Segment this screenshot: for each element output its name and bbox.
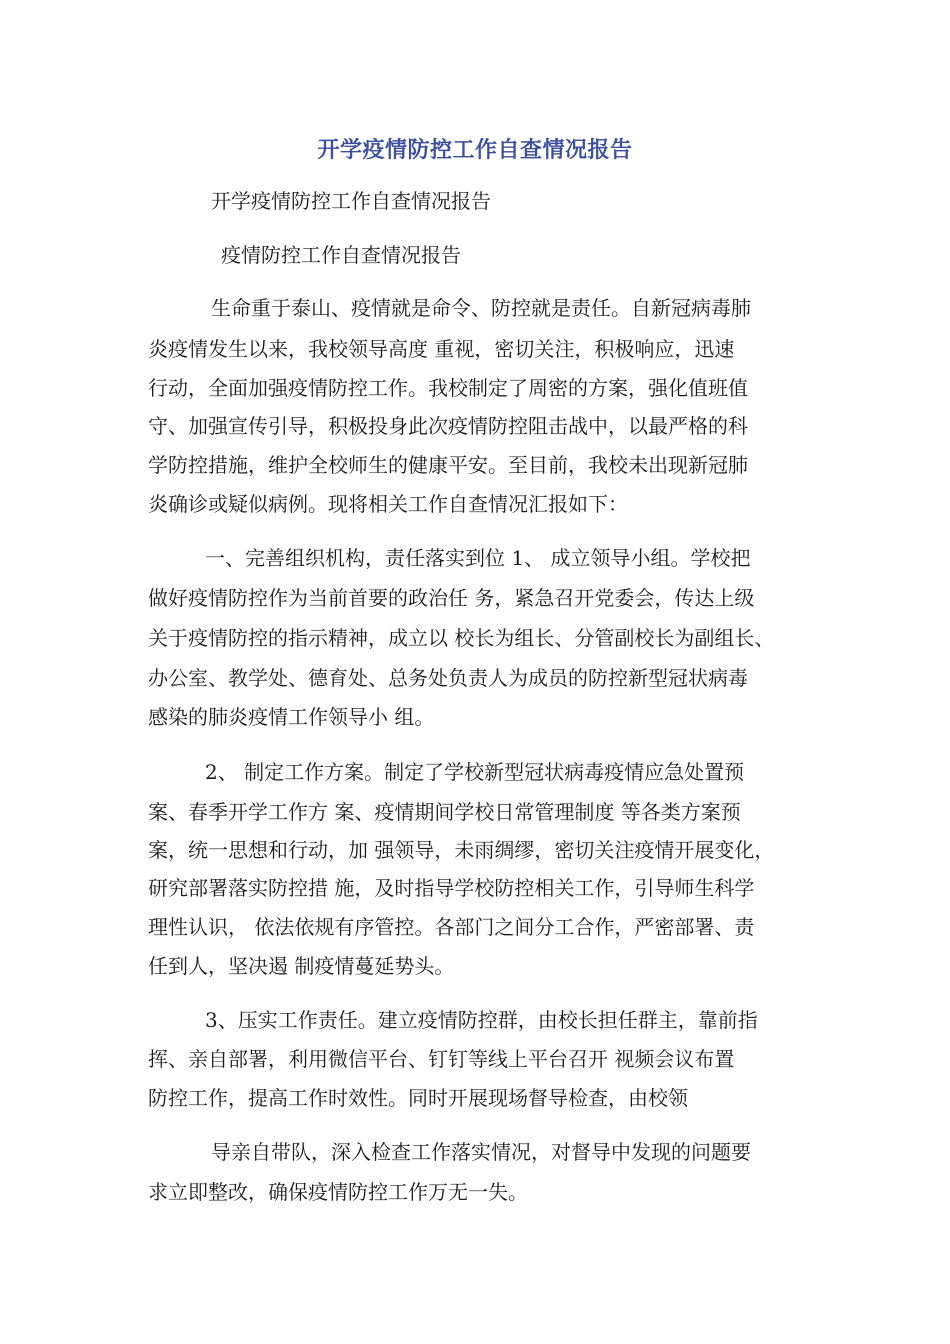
paragraph-line: 炎确诊或疑似病例。现将相关工作自查情况汇报如下： xyxy=(148,492,628,516)
paragraph-line: 守、加强宣传引导，积极投身此次疫情防控阻击战中，以最严格的科 xyxy=(148,414,748,438)
paragraph-line: 3、压实工作责任。建立疫情防控群，由校长担任群主，靠前指 xyxy=(205,1008,758,1032)
paragraph-line: 办公室、教学处、德育处、总务处负责人为成员的防控新型冠状病毒 xyxy=(148,666,748,690)
paragraph-line: 挥、亲自部署，利用微信平台、钉钉等线上平台召开 视频会议布置 xyxy=(148,1047,735,1071)
paragraph-line: 一、完善组织机构，责任落实到位 1、 成立领导小组。学校把 xyxy=(205,546,751,570)
paragraph-line: 感染的肺炎疫情工作领导小 组。 xyxy=(148,705,435,729)
paragraph-line: 任到人，坚决遏 制疫情蔓延势头。 xyxy=(148,954,455,978)
subtitle-line: 开学疫情防控工作自查情况报告 xyxy=(211,189,491,213)
document-title: 开学疫情防控工作自查情况报告 xyxy=(317,138,633,163)
paragraph-line: 炎疫情发生以来，我校领导高度 重视，密切关注，积极响应，迅速 xyxy=(148,337,735,361)
paragraph-line: 理性认识， 依法依规有序管控。各部门之间分工合作，严密部署、责 xyxy=(148,915,755,939)
paragraph-line: 案、春季开学工作方 案、疫情期间学校日常管理制度 等各类方案预 xyxy=(148,800,741,824)
paragraph-line: 2、 制定工作方案。制定了学校新型冠状病毒疫情应急处置预 xyxy=(205,760,745,784)
subtitle-line: 疫情防控工作自查情况报告 xyxy=(221,243,461,267)
paragraph-line: 关于疫情防控的指示精神，成立以 校长为组长、分管副校长为副组长、 xyxy=(148,626,775,650)
paragraph-line: 研究部署落实防控措 施，及时指导学校防控相关工作，引导师生科学 xyxy=(148,876,755,900)
paragraph-line: 学防控措施，维护全校师生的健康平安。至目前，我校未出现新冠肺 xyxy=(148,453,748,477)
paragraph-line: 防控工作，提高工作时效性。同时开展现场督导检查，由校领 xyxy=(148,1086,688,1110)
paragraph-line: 求立即整改，确保疫情防控工作万无一失。 xyxy=(148,1180,528,1204)
paragraph-line: 行动，全面加强疫情防控工作。我校制定了周密的方案，强化值班值 xyxy=(148,376,748,400)
paragraph-line: 导亲自带队，深入检查工作落实情况，对督导中发现的问题要 xyxy=(211,1140,751,1164)
paragraph-line: 案，统一思想和行动，加 强领导，未雨绸缪，密切关注疫情开展变化， xyxy=(148,838,775,862)
paragraph-line: 做好疫情防控作为当前首要的政治任 务，紧急召开党委会，传达上级 xyxy=(148,586,755,610)
paragraph-line: 生命重于泰山、疫情就是命令、防控就是责任。自新冠病毒肺 xyxy=(211,296,751,320)
